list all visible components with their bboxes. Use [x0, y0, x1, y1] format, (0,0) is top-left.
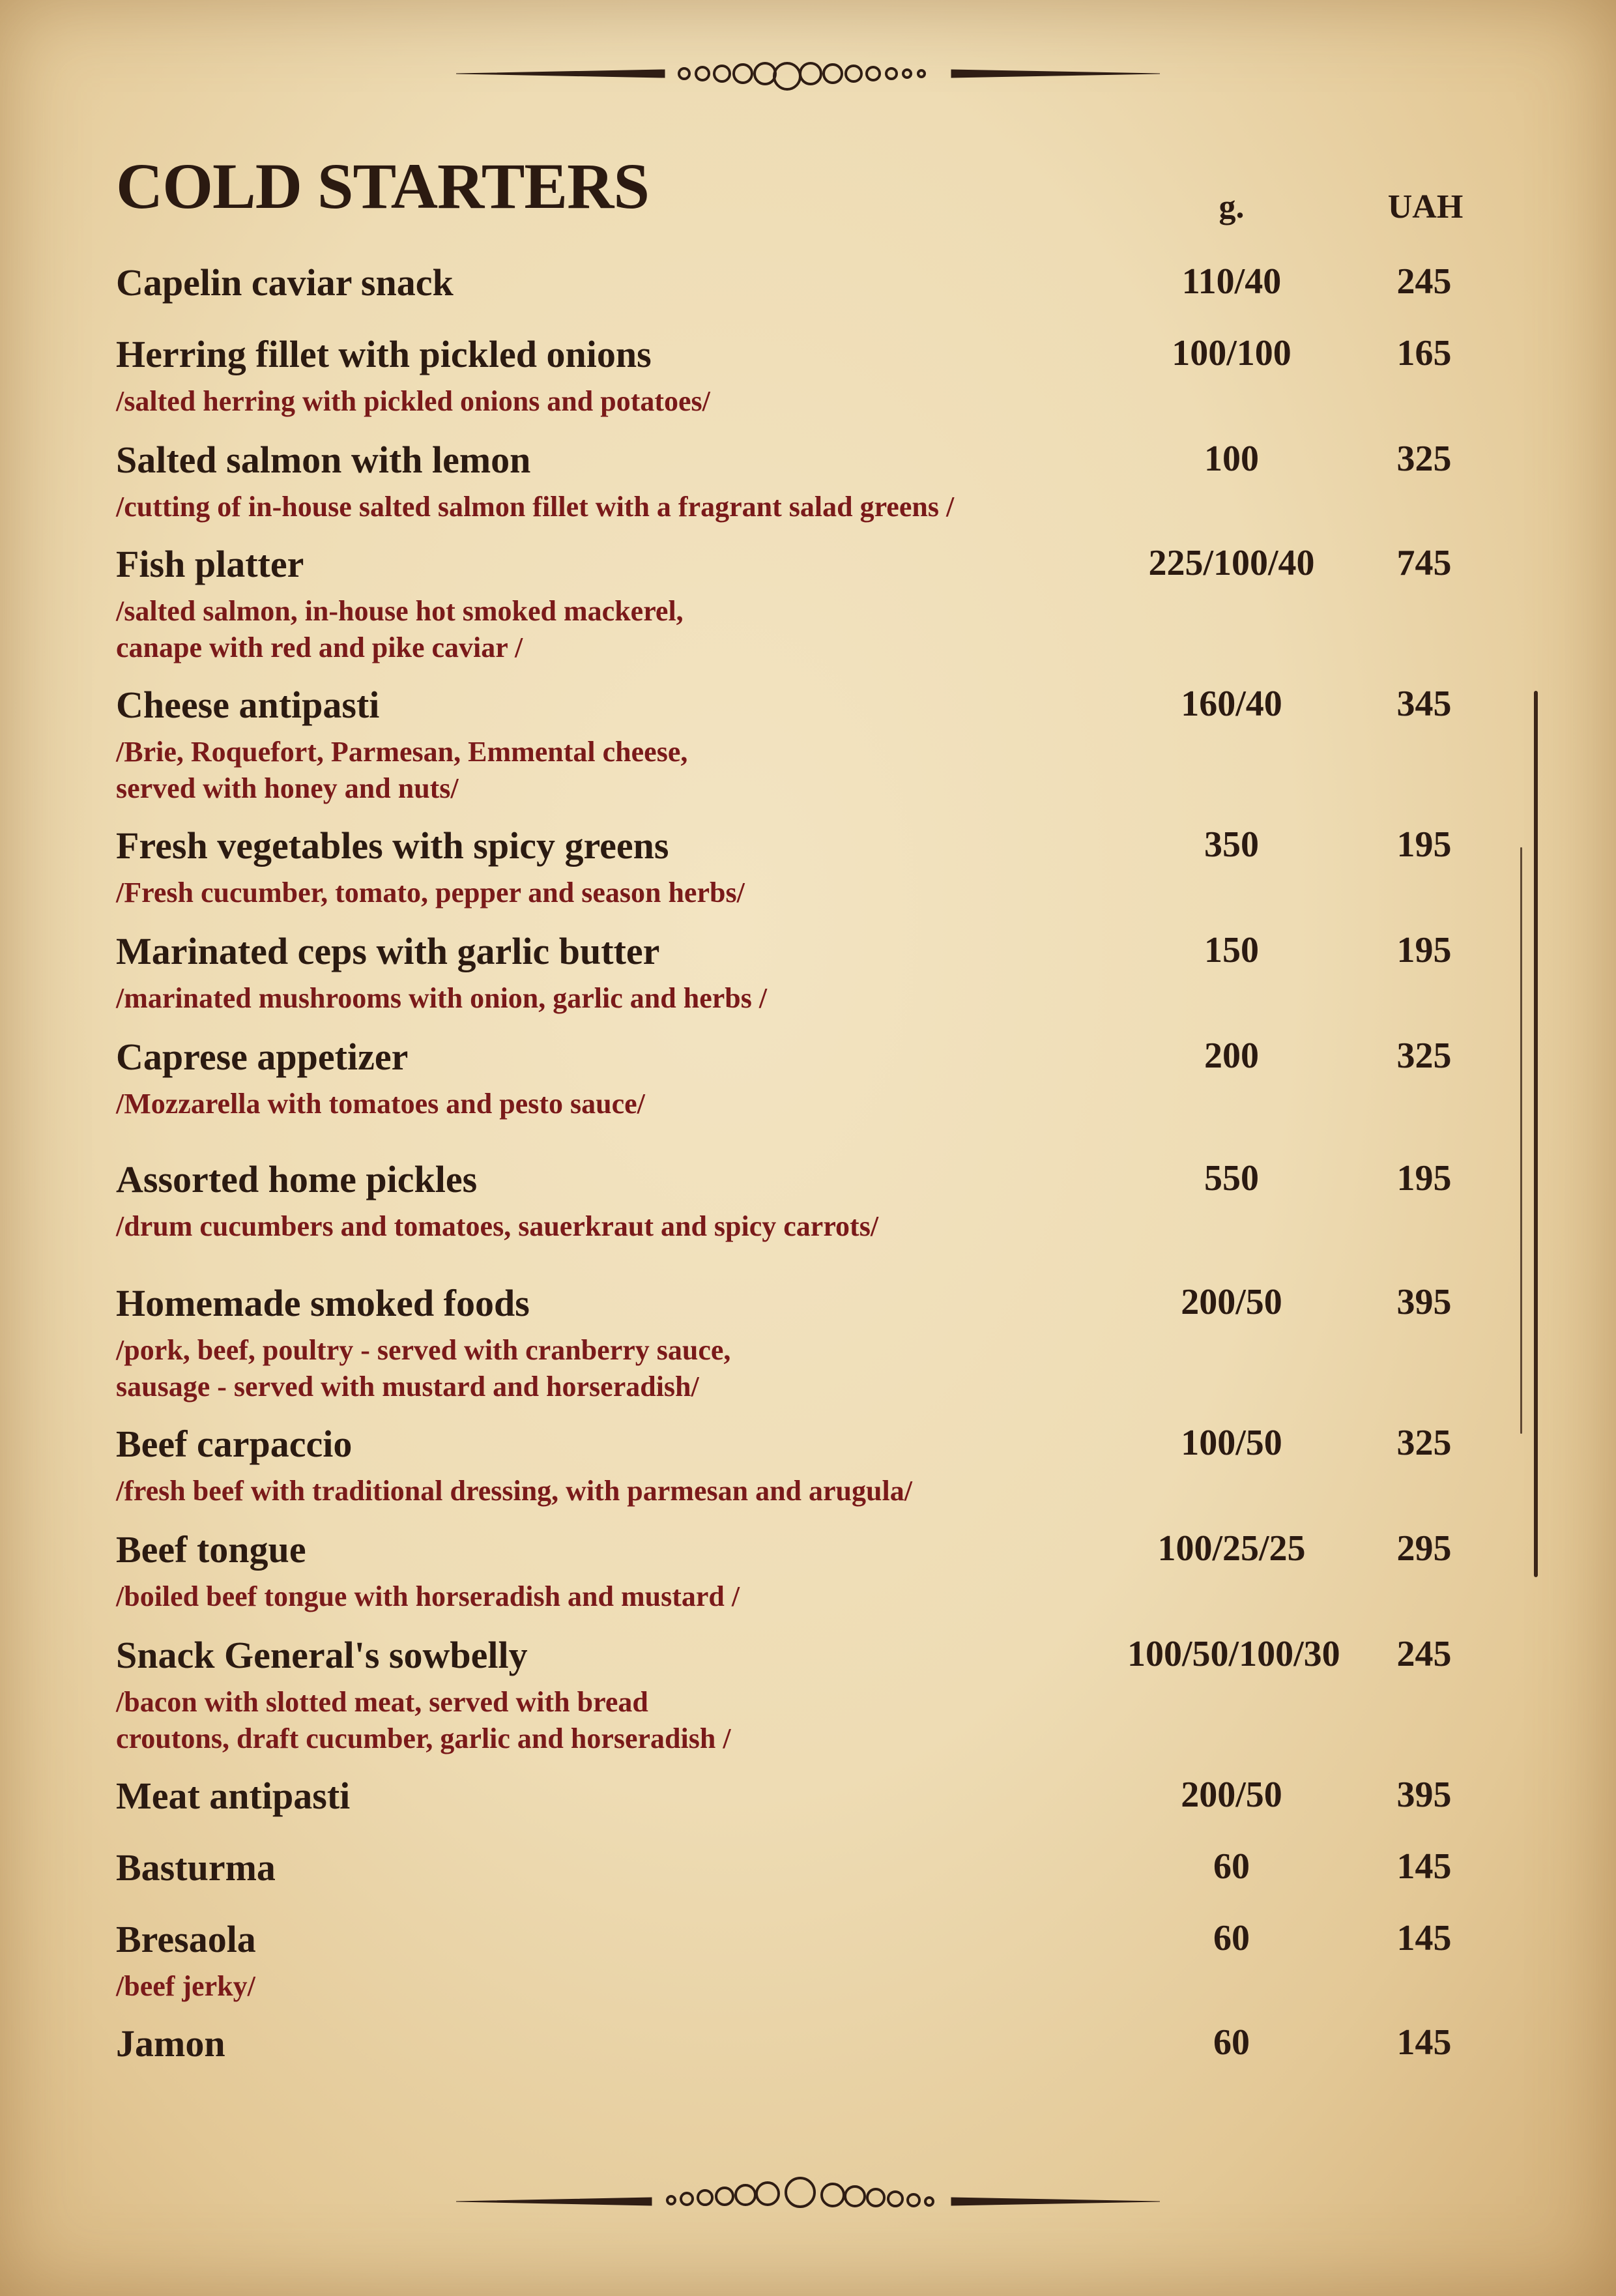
item-description: /pork, beef, poultry - served with cranberry sauce, sausage - served with mustard and horseradish/	[116, 1334, 731, 1402]
item-description: /Brie, Roquefort, Parmesan, Emmental cheese, served with honey and nuts/	[116, 736, 688, 804]
item-weight: 100	[1204, 439, 1259, 479]
item-price: 325	[1396, 1036, 1452, 1076]
item-price: 325	[1396, 1423, 1452, 1463]
decorative-side-line-thin	[1520, 847, 1522, 1434]
item-price: 145	[1396, 1846, 1452, 1887]
item-name: Snack General's sowbelly	[116, 1634, 528, 1676]
item-description: /bacon with slotted meat, served with bread croutons, draft cucumber, garlic and horseradish /	[116, 1686, 731, 1754]
item-price: 295	[1396, 1528, 1452, 1569]
item-price: 145	[1396, 2022, 1452, 2063]
bottom-ornament	[0, 2170, 1616, 2216]
item-description: /boiled beef tongue with horseradish and mustard /	[116, 1580, 740, 1612]
item-price: 395	[1396, 1282, 1452, 1322]
item-name: Caprese appetizer	[116, 1036, 409, 1078]
item-price: 325	[1396, 439, 1452, 479]
item-weight: 200/50	[1181, 1282, 1282, 1322]
item-weight: 200/50	[1181, 1775, 1282, 1815]
item-name: Marinated ceps with garlic butter	[116, 930, 660, 972]
item-weight: 200	[1204, 1036, 1259, 1076]
item-weight: 150	[1204, 930, 1259, 970]
item-name: Fresh vegetables with spicy greens	[116, 824, 669, 867]
item-description: /Fresh cucumber, tomato, pepper and season herbs/	[116, 877, 745, 908]
item-price: 245	[1396, 1634, 1452, 1674]
item-weight: 60	[1213, 1846, 1250, 1887]
item-weight: 100/50	[1181, 1423, 1282, 1463]
item-price: 745	[1396, 543, 1452, 583]
item-weight: 100/50/100/30	[1127, 1634, 1340, 1674]
item-name: Beef carpaccio	[116, 1423, 353, 1465]
item-description: /drum cucumbers and tomatoes, sauerkraut and spicy carrots/	[116, 1210, 879, 1242]
item-weight: 100/100	[1172, 333, 1291, 373]
item-description: /salted salmon, in-house hot smoked mackerel, canape with red and pike caviar /	[116, 595, 684, 663]
item-price: 395	[1396, 1775, 1452, 1815]
item-weight: 350	[1204, 824, 1259, 865]
item-weight: 225/100/40	[1148, 543, 1315, 583]
item-name: Cheese antipasti	[116, 684, 380, 726]
item-weight: 550	[1204, 1158, 1259, 1199]
price-column-header: UAH	[1387, 188, 1464, 225]
item-name: Jamon	[116, 2022, 225, 2065]
item-name: Homemade smoked foods	[116, 1282, 530, 1324]
item-description: /marinated mushrooms with onion, garlic and herbs /	[116, 982, 768, 1014]
item-name: Basturma	[116, 1846, 276, 1889]
page-title: COLD STARTERS	[116, 150, 649, 222]
item-description: /Mozzarella with tomatoes and pesto sauce/	[116, 1088, 645, 1120]
item-name: Bresaola	[116, 1918, 256, 1960]
item-name: Capelin caviar snack	[116, 261, 454, 304]
item-weight: 60	[1213, 1918, 1250, 1958]
item-price: 195	[1396, 824, 1452, 865]
item-weight: 110/40	[1181, 261, 1282, 302]
item-name: Fish platter	[116, 543, 304, 585]
item-description: /fresh beef with traditional dressing, with parmesan and arugula/	[116, 1475, 912, 1507]
item-price: 145	[1396, 1918, 1452, 1958]
item-weight: 160/40	[1181, 684, 1282, 724]
item-name: Assorted home pickles	[116, 1158, 478, 1200]
item-weight: 60	[1213, 2022, 1250, 2063]
weight-column-header: g.	[1219, 188, 1245, 225]
item-price: 345	[1396, 684, 1452, 724]
item-price: 195	[1396, 930, 1452, 970]
item-price: 165	[1396, 333, 1452, 373]
item-description: /cutting of in-house salted salmon fillet with a fragrant salad greens /	[116, 491, 955, 523]
item-name: Beef tongue	[116, 1528, 306, 1571]
decorative-side-line	[1534, 691, 1538, 1577]
item-description: /beef jerky/	[116, 1970, 255, 2002]
item-price: 245	[1396, 261, 1452, 302]
item-name: Meat antipasti	[116, 1775, 351, 1817]
item-name: Herring fillet with pickled onions	[116, 333, 652, 375]
item-price: 195	[1396, 1158, 1452, 1199]
item-description: /salted herring with pickled onions and potatoes/	[116, 385, 710, 417]
item-name: Salted salmon with lemon	[116, 439, 531, 481]
top-ornament	[0, 62, 1616, 108]
item-weight: 100/25/25	[1157, 1528, 1306, 1569]
